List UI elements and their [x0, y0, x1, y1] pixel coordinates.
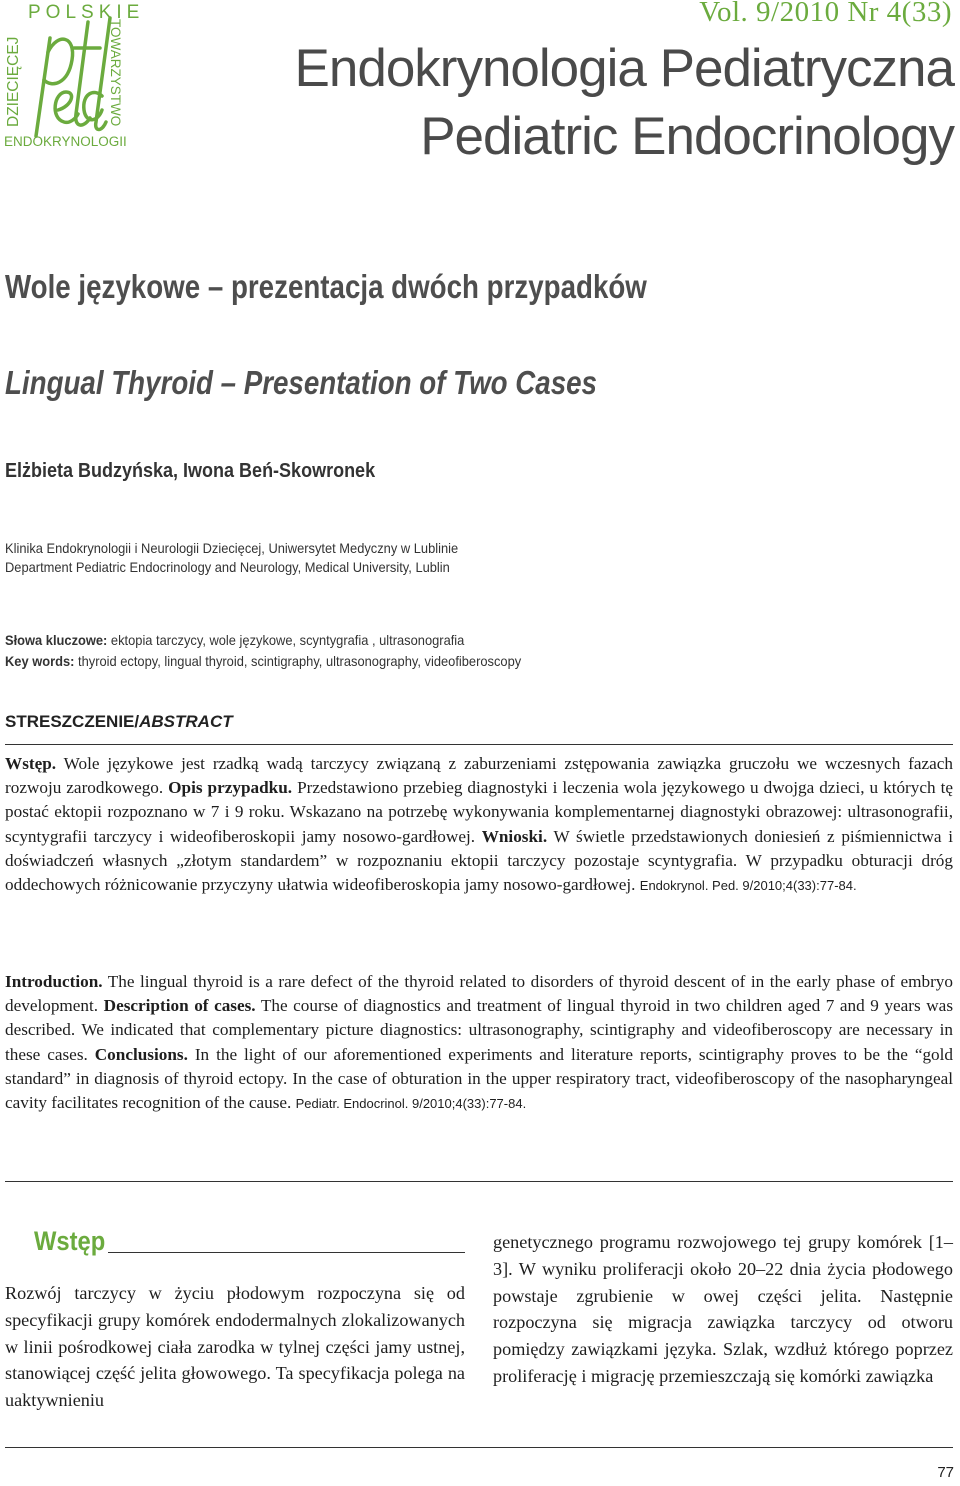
page-number: 77 — [937, 1464, 954, 1481]
journal-title-en: Pediatric Endocrinology — [420, 107, 954, 166]
abstract-en-case-text: The course of diagnostics and treatment of lingual thyroid in two children aged 7 and 9 years was described. We indicated that complementary picture diagnostics: ultrasonography, scintigraphy and videofiberoscopy are necessary in these cases. — [5, 996, 954, 1064]
keywords-en-text: thyroid ectopy, lingual thyroid, scintigraphy, ultrasonography, videofiberoscopy — [78, 653, 522, 669]
article-title-pl: Wole językowe – prezentacja dwóch przypadków — [5, 268, 647, 305]
body-column-right: genetycznego programu rozwojowego tej grupy komórek [1–3]. W wyniku proliferacji około 20–22 dnia życia płodowego powstaje zgrubienie w owej części jelita. Następnie rozpoczyna się migracja zawiązka tarczycy od otworu pomiędzy zawiązkami języka. Szlak, wzdłuż którego poprzez proliferację i migrację przemieszczają się komórki zawiązka — [493, 1232, 953, 1386]
abstract-pl-case-text: Przedstawiono przebieg diagnostyki i leczenia wola językowego u dwojga dzieci, u których tę postać ektopii rozpoznano w 7 i 9 roku. Wskazano na potrzebę wykonywania komplementarnej diagnostyki obrazowej: ultrasonografii, scyntygrafii tarczycy i wideofiberoskopii jamy nosowo-gardłowej. — [5, 778, 953, 846]
logo-right-text: TOWARZYSTWO — [108, 19, 123, 127]
abstract-pl-case-label: Opis przypadku. — [168, 778, 293, 798]
abstract-en-concl-text: In the light of our aforementioned experiments and literature reports, scintigraphy proves to be the “gold standard” in diagnosis of thyroid ectopy. In the case of obturation in the upper respiratory tract, videofiberoscopy of the nasopharyngeal cavity facilitates recognition of the cause. — [5, 1044, 954, 1113]
abstract-heading-italic: ABSTRACT — [139, 712, 233, 731]
logo-top-text: POLSKIE — [28, 2, 145, 23]
keywords-pl — [5, 632, 464, 648]
abstract-en-intro-label: Introduction. — [5, 972, 103, 991]
section-heading-rule — [108, 1252, 465, 1253]
authors: Elżbieta Budzyńska, Iwona Beń-Skowronek — [5, 460, 376, 482]
abstract-en-concl-label: Conclusions. — [94, 1044, 188, 1064]
keywords-pl-text: ektopia tarczycy, wole językowe, scyntygrafia , ultrasonografia — [110, 632, 465, 648]
abstract-pl-citation: Endokrynol. Ped. 9/2010;4(33):77-84. — [639, 878, 857, 894]
abstract-en-case-label: Description of cases. — [103, 996, 256, 1016]
abstract-pl-concl-text: W świetle przedstawionych doniesień z piśmiennictwa i doświadczeń własnych „złotym standardem” w rozpoznaniu ektopii tarczycy pozostaje scyntygrafia. W przypadku obturacji dróg oddechowych różnicowanie przyczyny ułatwia wideofiberoskopia jamy nosowo-gardłowej. — [5, 826, 953, 895]
abstract-divider — [5, 744, 953, 745]
abstract-bottom-divider — [5, 1181, 953, 1182]
abstract-heading-main: STRESZCZENIE/ — [5, 712, 140, 731]
abstract-pl-intro-label: Wstęp. — [5, 754, 57, 773]
footer-divider — [5, 1447, 953, 1448]
abstract-en — [5, 970, 953, 1116]
logo-bottom-text: ENDOKRYNOLOGII — [4, 134, 127, 149]
journal-title-pl: Endokrynologia Pediatryczna — [294, 39, 954, 98]
abstract-pl-intro-text: Wole językowe jest rzadką wadą tarczycy związaną z zaburzeniami zstępowania zawiązka gruczołu we wczesnych fazach rozwoju zarodkowego. — [5, 754, 953, 798]
abstract-heading — [5, 712, 233, 732]
journal-logo-monogram — [24, 10, 122, 138]
logo-left-text: DZIECIĘCEJ — [5, 36, 22, 127]
abstract-pl — [5, 752, 953, 898]
volume-info: Vol. 9/2010 Nr 4(33) — [699, 0, 952, 28]
keywords-en-label: Key words: — [5, 653, 75, 669]
abstract-en-citation: Pediatr. Endocrinol. 9/2010;4(33):77-84. — [295, 1096, 527, 1112]
section-heading-wstep: Wstęp — [34, 1226, 106, 1256]
body-column-left: Rozwój tarczycy w życiu płodowym rozpoczyna się od specyfikacji grupy komórek endodermalnych zlokalizowanych w linii pośrodkowej ciała zarodka w tylnej części jamy ustnej, stanowiącej część jelita głowowego. Ta specyfikacja polega na uaktywnieniu — [5, 1283, 465, 1411]
affiliation-pl: Klinika Endokrynologii i Neurologii Dziecięcej, Uniwersytet Medyczny w Lublinie — [5, 540, 459, 556]
affiliation-en: Department Pediatric Endocrinology and Neurology, Medical University, Lublin — [5, 559, 450, 575]
abstract-pl-concl-label: Wnioski. — [481, 826, 548, 846]
keywords-en — [5, 653, 521, 669]
keywords-pl-label: Słowa kluczowe: — [5, 632, 108, 648]
abstract-en-intro-text: The lingual thyroid is a rare defect of the thyroid related to disorders of thyroid descent of in the early phase of embryo development. — [5, 972, 953, 1016]
article-title-en: Lingual Thyroid – Presentation of Two Cases — [5, 364, 597, 401]
